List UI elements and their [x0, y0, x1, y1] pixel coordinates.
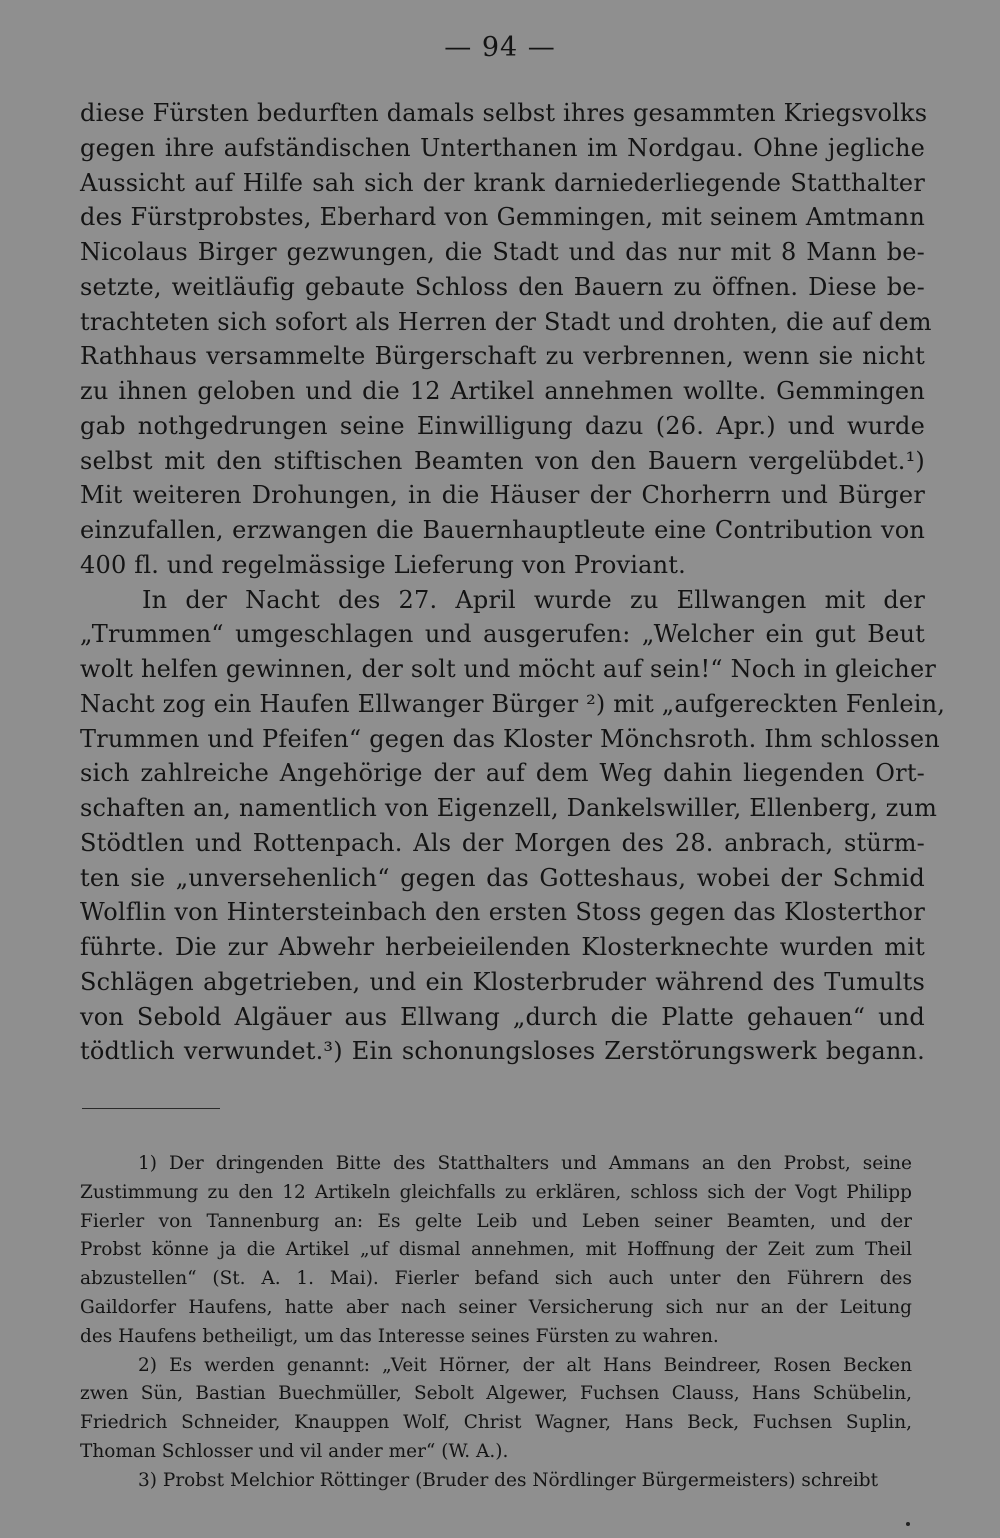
footnote-line: Zustimmung zu den 12 Artikeln gleichfalls zu erklären, schloss sich der Vogt Philipp — [80, 1181, 912, 1203]
footnote-line: 1) Der dringenden Bitte des Statthalters und Ammans an den Probst, seine — [138, 1153, 912, 1174]
text-line: gegen ihre aufständischen Unterthanen im Nordgau. Ohne jegliche — [80, 133, 925, 162]
footnote-line: des Haufens betheiligt, um das Interesse seines Fürsten zu wahren. — [80, 1325, 719, 1347]
footnote-line: abzustellen“ (St. A. 1. Mai). Fierler befand sich auch unter den Führern des — [80, 1268, 912, 1290]
text-line: setzte, weitläufig gebaute Schloss den Bauern zu öffnen. Diese be- — [80, 272, 925, 301]
footnote-line: Probst könne ja die Artikel „uf dismal annehmen, mit Hoffnung der Zeit zum Theil — [80, 1239, 912, 1261]
text-line: Stödtlen und Rottenpach. Als der Morgen des 28. anbrach, stürm- — [80, 828, 925, 857]
text-line: 400 fl. und regelmässige Lieferung von Proviant. — [80, 550, 686, 579]
footnote-line: Friedrich Schneider, Knauppen Wolf, Christ Wagner, Hans Beck, Fuchsen Suplin, — [80, 1412, 912, 1434]
text-line: ten sie „unversehenlich“ gegen das Gotteshaus, wobei der Schmid — [80, 863, 925, 892]
text-line: trachteten sich sofort als Herren der Stadt und drohten, die auf dem — [80, 307, 932, 336]
text-line: Nacht zog ein Haufen Ellwanger Bürger ²) mit „aufgereckten Fenlein, — [80, 689, 946, 718]
footnote-line: Thoman Schlosser und vil ander mer“ (W. A.). — [80, 1440, 509, 1462]
text-line: des Fürstprobstes, Eberhard von Gemmingen, mit seinem Amtmann — [80, 203, 925, 232]
footnote-line: 3) Probst Melchior Röttinger (Bruder des Nördlinger Bürgermeisters) schreibt — [138, 1469, 879, 1491]
footnote-separator — [82, 1108, 220, 1109]
text-line: In der Nacht des 27. April wurde zu Ellwangen mit der — [142, 585, 925, 614]
text-line: sich zahlreiche Angehörige der auf dem Weg dahin liegenden Ort- — [80, 759, 925, 788]
text-line: führte. Die zur Abwehr herbeieilenden Klosterknechte wurden mit — [80, 933, 925, 961]
page-number: — 94 — — [444, 32, 556, 63]
text-line: wolt helfen gewinnen, der solt und möcht auf sein!“ Noch in gleicher — [80, 655, 937, 683]
text-line: „Trummen“ umgeschlagen und ausgerufen: „Welcher ein gut Beut — [80, 620, 925, 649]
text-line: gab nothgedrungen seine Einwilligung dazu (26. Apr.) und wurde — [80, 411, 925, 440]
text-line: schaften an, namentlich von Eigenzell, Dankelswiller, Ellenberg, zum — [80, 794, 938, 822]
text-line: selbst mit den stiftischen Beamten von den Bauern vergelübdet.¹) — [80, 446, 925, 475]
text-line: von Sebold Algäuer aus Ellwang „durch die Platte gehauen“ und — [80, 1002, 925, 1031]
text-line: Rathhaus versammelte Bürgerschaft zu verbrennen, wenn sie nicht — [80, 342, 925, 371]
text-line: Nicolaus Birger gezwungen, die Stadt und das nur mit 8 Mann be- — [80, 238, 925, 266]
text-line: einzufallen, erzwangen die Bauernhauptleute eine Contribution von — [80, 516, 925, 544]
text-line: Mit weiteren Drohungen, in die Häuser der Chorherrn und Bürger — [80, 481, 925, 510]
text-line: Wolflin von Hintersteinbach den ersten Stoss gegen das Klosterthor — [80, 898, 925, 927]
text-line: Aussicht auf Hilfe sah sich der krank darniederliegende Statthalter — [80, 168, 925, 197]
text-line: Schlägen abgetrieben, und ein Klosterbruder während des Tumults — [80, 967, 925, 996]
footnote-line: Gaildorfer Haufens, hatte aber nach seiner Versicherung sich nur an der Leitung — [80, 1296, 912, 1318]
footnote-line: Fierler von Tannenburg an: Es gelte Leib und Leben seiner Beamten, und der — [80, 1210, 912, 1232]
footnotes — [80, 1150, 912, 1496]
text-line: zu ihnen geloben und die 12 Artikel annehmen wollte. Gemmingen — [80, 377, 925, 405]
text-line: diese Fürsten bedurften damals selbst ihres gesammten Kriegsvolks — [80, 99, 928, 127]
text-line: tödtlich verwundet.³) Ein schonungsloses Zerstörungswerk begann. — [80, 1037, 925, 1066]
text-line: Trummen und Pfeifen“ gegen das Kloster Mönchsroth. Ihm schlossen — [80, 724, 940, 753]
main-text — [80, 96, 946, 1069]
footnote-line: zwen Sün, Bastian Buechmüller, Sebolt Algewer, Fuchsen Clauss, Hans Schübelin, — [80, 1383, 912, 1405]
footnote-line: 2) Es werden genannt: „Veit Hörner, der alt Hans Beindreer, Rosen Becken — [138, 1354, 912, 1376]
print-speck — [906, 1522, 910, 1526]
